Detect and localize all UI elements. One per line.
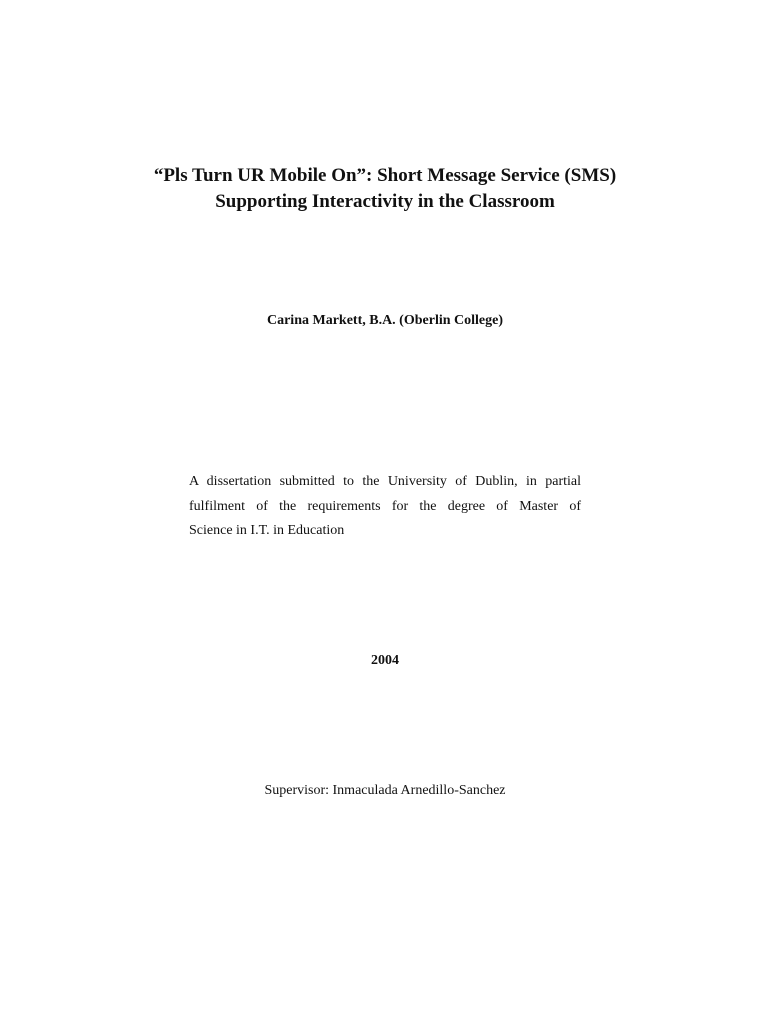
statement-line-1: A dissertation submitted to the University of Dublin, in partial xyxy=(189,474,581,489)
supervisor-name: Supervisor: Inmaculada Arnedillo-Sanchez xyxy=(264,783,506,798)
statement-line-3: Science in I.T. in Education xyxy=(189,523,345,538)
submission-statement xyxy=(189,470,581,544)
statement-line-2: fulfilment of the requirements for the degree of Master of xyxy=(189,498,581,514)
dissertation-title xyxy=(0,163,770,215)
title-line-1: “Pls Turn UR Mobile On”: Short Message Service (SMS) xyxy=(153,165,617,186)
author-name: Carina Markett, B.A. (Oberlin College) xyxy=(266,313,503,328)
submission-year: 2004 xyxy=(371,653,399,668)
title-line-2: Supporting Interactivity in the Classroom xyxy=(215,191,555,212)
